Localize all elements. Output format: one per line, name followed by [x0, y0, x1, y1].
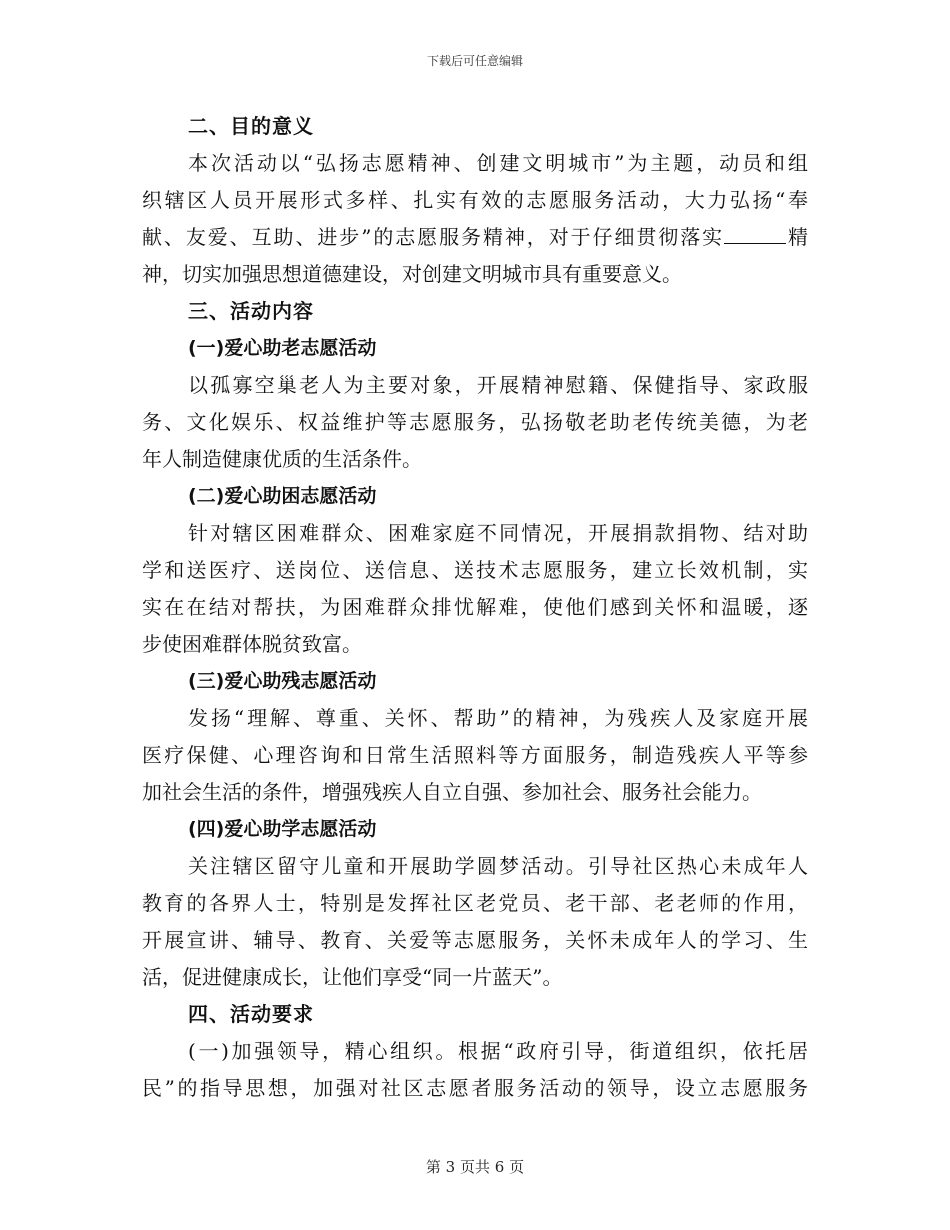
- paragraph-disabled: [142, 700, 808, 811]
- text-line: 医疗保健、心理咨询和日常生活照料等方面服务，制造残疾人平等参: [142, 743, 808, 767]
- text-line: 开展宣讲、辅导、教育、关爱等志愿服务，关怀未成年人的学习、生: [142, 928, 808, 952]
- text-line: 民”的指导思想，加强对社区志愿者服务活动的领导，设立志愿服务: [142, 1076, 808, 1100]
- text-line: 以孤寡空巢老人为主要对象，开展精神慰籍、保健指导、家政服: [188, 373, 808, 397]
- text-line: 活，促进健康成长，让他们享受“同一片蓝天”。: [142, 965, 563, 989]
- text-line: 针对辖区困难群众、困难家庭不同情况，开展捐款捐物、结对助: [188, 521, 808, 545]
- text-line: 年人制造健康优质的生活条件。: [142, 447, 422, 471]
- blank-underline: [724, 225, 786, 244]
- text-line: 步使困难群体脱贫致富。: [142, 632, 362, 656]
- text-line: 本次活动以“弘扬志愿精神、创建文明城市”为主题，动员和组: [188, 151, 808, 175]
- paragraph-requirements: [142, 1033, 808, 1107]
- text-line: (一)加强领导，精心组织。根据“政府引导，街道组织，依托居: [188, 1039, 808, 1063]
- text-line: 神，切实加强思想道德建设，对创建文明城市具有重要意义。: [142, 262, 682, 286]
- page-header: 下载后可任意编辑: [426, 54, 523, 68]
- text-line: 加社会生活的条件，增强残疾人自立自强、参加社会、服务社会能力。: [142, 780, 762, 804]
- text-segment: 献、友爱、互助、进步”的志愿服务精神，对于仔细贯彻落实: [142, 225, 725, 249]
- section-heading-requirements: 四、活动要求: [188, 1002, 314, 1026]
- text-line: 教育的各界人士，特别是发挥社区老党员、老干部、老老师的作用，: [142, 891, 808, 915]
- text-segment: 精: [786, 225, 808, 249]
- paragraph-poverty: [142, 515, 808, 663]
- text-line: 务、文化娱乐、权益维护等志愿服务，弘扬敬老助老传统美德，为老: [142, 410, 808, 434]
- text-line: 关注辖区留守儿童和开展助学圆梦活动。引导社区热心未成年人: [188, 854, 808, 878]
- paragraph-elderly: [142, 367, 808, 478]
- section-heading-purpose: 二、目的意义: [188, 114, 314, 138]
- text-line: 织辖区人员开展形式多样、扎实有效的志愿服务活动，大力弘扬“奉: [142, 188, 808, 212]
- subheading-poverty: (二)爱心助困志愿活动: [188, 485, 377, 507]
- text-line: 学和送医疗、送岗位、送信息、送技术志愿服务，建立长效机制，实: [142, 558, 808, 582]
- text-line: [142, 219, 808, 256]
- paragraph-purpose: [142, 145, 808, 293]
- page-footer: 第 3 页共 6 页: [425, 1158, 525, 1176]
- document-body: [142, 108, 808, 1107]
- paragraph-education: [142, 848, 808, 996]
- section-heading-activities: 三、活动内容: [188, 299, 314, 323]
- text-line: 实在在结对帮扶，为困难群众排忧解难，使他们感到关怀和温暖，逐: [142, 595, 808, 619]
- subheading-education: (四)爱心助学志愿活动: [188, 818, 377, 840]
- subheading-disabled: (三)爱心助残志愿活动: [188, 670, 377, 692]
- text-line: 发扬“理解、尊重、关怀、帮助”的精神，为残疾人及家庭开展: [188, 706, 808, 730]
- subheading-elderly: (一)爱心助老志愿活动: [188, 337, 377, 359]
